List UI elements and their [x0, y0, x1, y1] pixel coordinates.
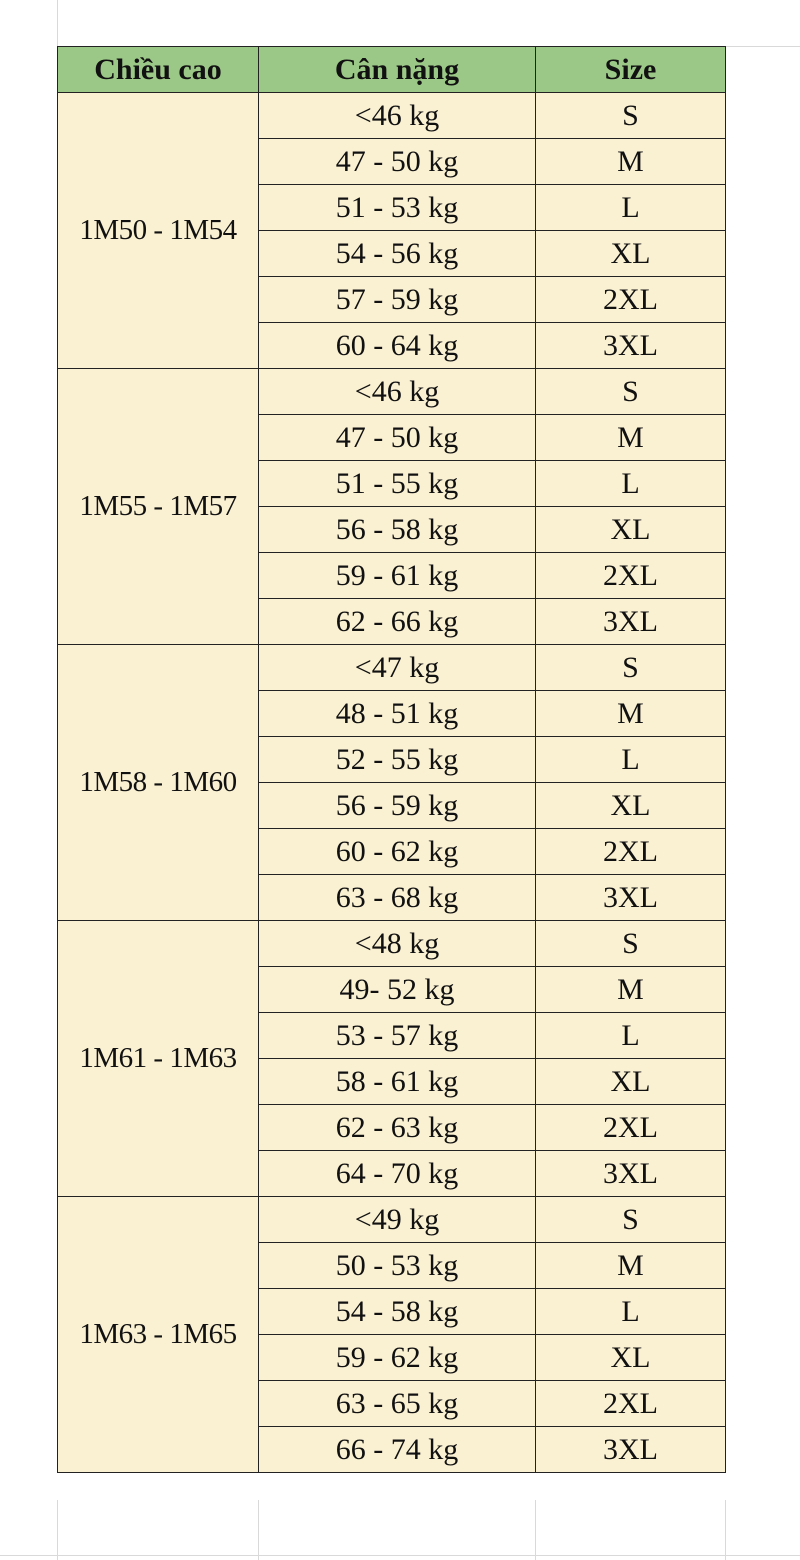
- weight-range-cell: 60 - 62 kg: [259, 829, 536, 875]
- header-row: [58, 47, 726, 93]
- weight-range-cell: <49 kg: [259, 1197, 536, 1243]
- size-cell: 2XL: [536, 1105, 726, 1151]
- size-cell: L: [536, 1289, 726, 1335]
- size-cell: 3XL: [536, 875, 726, 921]
- gridline: [725, 1500, 726, 1560]
- weight-range-cell: 47 - 50 kg: [259, 415, 536, 461]
- weight-range-cell: 57 - 59 kg: [259, 277, 536, 323]
- size-cell: 3XL: [536, 323, 726, 369]
- weight-range-cell: 54 - 58 kg: [259, 1289, 536, 1335]
- size-cell: XL: [536, 783, 726, 829]
- weight-range-cell: 51 - 53 kg: [259, 185, 536, 231]
- weight-range-cell: 62 - 66 kg: [259, 599, 536, 645]
- height-range-cell: 1M58 - 1M60: [58, 645, 259, 921]
- size-cell: XL: [536, 1335, 726, 1381]
- size-cell: S: [536, 645, 726, 691]
- weight-range-cell: <46 kg: [259, 93, 536, 139]
- weight-range-cell: 62 - 63 kg: [259, 1105, 536, 1151]
- weight-range-cell: 59 - 62 kg: [259, 1335, 536, 1381]
- size-cell: 3XL: [536, 1151, 726, 1197]
- header-weight: Cân nặng: [259, 47, 536, 93]
- table-row: [58, 921, 726, 967]
- weight-range-cell: 64 - 70 kg: [259, 1151, 536, 1197]
- weight-range-cell: 56 - 59 kg: [259, 783, 536, 829]
- weight-range-cell: 63 - 65 kg: [259, 1381, 536, 1427]
- size-cell: XL: [536, 231, 726, 277]
- weight-range-cell: <48 kg: [259, 921, 536, 967]
- size-cell: 2XL: [536, 1381, 726, 1427]
- size-cell: M: [536, 691, 726, 737]
- size-cell: 3XL: [536, 1427, 726, 1473]
- size-cell: 3XL: [536, 599, 726, 645]
- size-cell: L: [536, 737, 726, 783]
- weight-range-cell: 50 - 53 kg: [259, 1243, 536, 1289]
- size-cell: M: [536, 967, 726, 1013]
- weight-range-cell: 49- 52 kg: [259, 967, 536, 1013]
- size-cell: S: [536, 369, 726, 415]
- weight-range-cell: 66 - 74 kg: [259, 1427, 536, 1473]
- weight-range-cell: 52 - 55 kg: [259, 737, 536, 783]
- weight-range-cell: 48 - 51 kg: [259, 691, 536, 737]
- size-cell: M: [536, 1243, 726, 1289]
- weight-range-cell: <46 kg: [259, 369, 536, 415]
- height-range-cell: 1M61 - 1M63: [58, 921, 259, 1197]
- size-cell: 2XL: [536, 829, 726, 875]
- table-row: [58, 93, 726, 139]
- weight-range-cell: 63 - 68 kg: [259, 875, 536, 921]
- weight-range-cell: 58 - 61 kg: [259, 1059, 536, 1105]
- table-row: [58, 369, 726, 415]
- size-cell: L: [536, 1013, 726, 1059]
- weight-range-cell: 53 - 57 kg: [259, 1013, 536, 1059]
- gridline: [57, 0, 58, 46]
- height-range-cell: 1M63 - 1M65: [58, 1197, 259, 1473]
- size-chart-table: [57, 46, 726, 1473]
- gridline: [57, 1500, 58, 1560]
- size-cell: M: [536, 139, 726, 185]
- height-range-cell: 1M50 - 1M54: [58, 93, 259, 369]
- size-cell: S: [536, 1197, 726, 1243]
- weight-range-cell: 51 - 55 kg: [259, 461, 536, 507]
- weight-range-cell: 59 - 61 kg: [259, 553, 536, 599]
- size-cell: 2XL: [536, 553, 726, 599]
- weight-range-cell: 47 - 50 kg: [259, 139, 536, 185]
- header-height: Chiều cao: [58, 47, 259, 93]
- weight-range-cell: 60 - 64 kg: [259, 323, 536, 369]
- size-cell: S: [536, 921, 726, 967]
- size-cell: L: [536, 185, 726, 231]
- header-size: Size: [536, 47, 726, 93]
- size-cell: 2XL: [536, 277, 726, 323]
- weight-range-cell: 56 - 58 kg: [259, 507, 536, 553]
- size-cell: M: [536, 415, 726, 461]
- height-range-cell: 1M55 - 1M57: [58, 369, 259, 645]
- table-row: [58, 1197, 726, 1243]
- size-cell: XL: [536, 507, 726, 553]
- gridline: [258, 1500, 259, 1560]
- size-cell: XL: [536, 1059, 726, 1105]
- size-cell: S: [536, 93, 726, 139]
- gridline: [0, 1555, 800, 1556]
- size-cell: L: [536, 461, 726, 507]
- gridline: [535, 1500, 536, 1560]
- weight-range-cell: <47 kg: [259, 645, 536, 691]
- table-row: [58, 645, 726, 691]
- gridline: [725, 46, 800, 47]
- weight-range-cell: 54 - 56 kg: [259, 231, 536, 277]
